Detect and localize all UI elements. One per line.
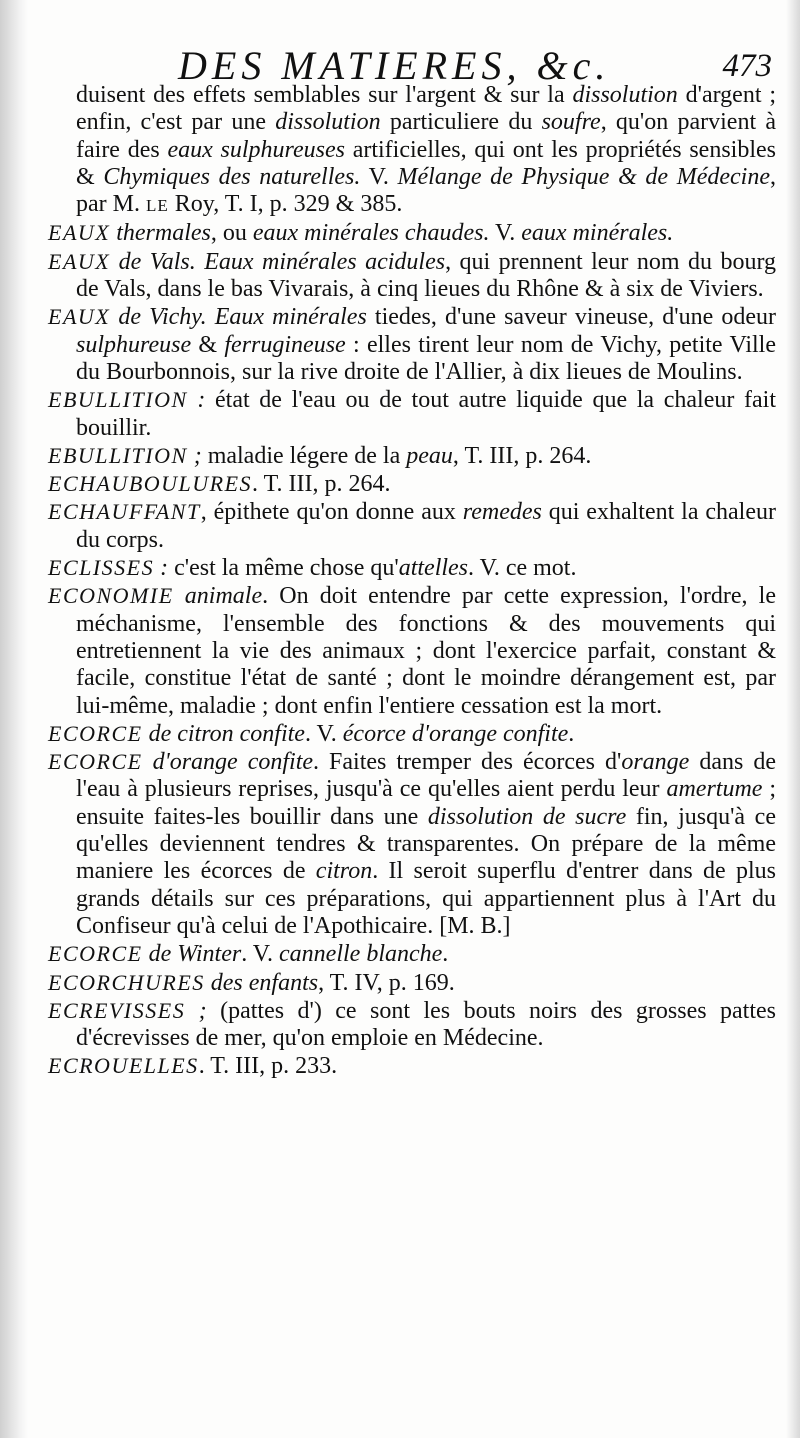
entry-text: fin, jusqu'à ce qu'elles deviennent tendres & transparentes. On prépare de la même maniere les écorces de — [76, 803, 776, 885]
entry-text: Roy, T. I, p. 329 & 385. — [168, 191, 403, 218]
index-entry — [48, 470, 776, 498]
entry-headword: ECONOMIE — [48, 583, 174, 609]
entry-text: , par M. — [76, 163, 776, 218]
index-entry — [48, 219, 776, 247]
entry-text: V. — [489, 220, 522, 247]
italic-text: dissolution de sucre — [427, 803, 627, 830]
entry-headword: ECROUELLES — [48, 1053, 199, 1079]
italic-text: d'orange confite — [142, 749, 314, 776]
entry-text: , T. III, p. 264. — [452, 442, 592, 469]
entry-text: c'est la même chose qu' — [168, 555, 399, 582]
italic-text: : — [187, 387, 206, 414]
index-entry — [48, 582, 776, 719]
index-entry — [48, 1052, 776, 1080]
index-entry — [48, 386, 776, 442]
entry-text: (pattes d') ce sont les bouts noirs des grosses pattes d'écrevisses de mer, qu'on emploie en Médecine. — [76, 997, 776, 1052]
entry-text: duisent des effets semblables sur l'argent & sur la — [76, 82, 573, 108]
entry-text: dans de l'eau à plusieurs reprises, jusqu'à ce qu'elles aient perdu leur — [76, 749, 776, 803]
italic-text: Chymiques des naturelles. — [103, 163, 361, 190]
entry-text: , T. IV, p. 169. — [318, 969, 455, 996]
entry-text: tiedes, d'une saveur vineuse, d'une odeur — [366, 304, 776, 331]
italic-text: de Vals. Eaux minérales acidules — [110, 248, 446, 275]
italic-text: animale — [173, 583, 263, 610]
index-entries — [48, 82, 776, 1081]
page-edge-shadow — [786, 0, 800, 1438]
entry-text: V. — [360, 163, 398, 190]
entry-text: . — [442, 941, 449, 968]
italic-text: peau — [406, 442, 453, 469]
entry-text: & — [191, 331, 225, 358]
italic-text: de Vichy. Eaux minérales — [110, 304, 367, 331]
italic-text: soufre — [541, 109, 601, 136]
entry-headword: ECORCHURES — [48, 969, 205, 995]
entry-headword: ECORCE — [48, 749, 143, 775]
entry-headword: ECORCE — [48, 941, 143, 967]
entry-headword: ECHAUBOULURES — [48, 471, 253, 497]
entry-text: . T. III, p. 233. — [198, 1053, 338, 1080]
italic-text: des enfants — [204, 969, 319, 996]
entry-headword: ECHAUFFANT — [48, 499, 201, 525]
entry-text: état de l'eau ou de tout autre liquide que la chaleur fait bouillir. — [76, 387, 776, 441]
entry-text: particuliere du — [380, 109, 542, 136]
italic-text: eaux sulphureuses — [167, 136, 345, 163]
binding-shadow — [0, 0, 28, 1438]
running-head-title: DES MATIERES, &c. — [178, 43, 611, 88]
entry-headword: EAUX — [48, 304, 111, 330]
entry-headword: ECLISSES — [48, 555, 155, 581]
italic-text: écorce d'orange confite — [342, 720, 569, 747]
entry-text: . — [568, 720, 575, 747]
entry-text: . V. — [241, 941, 280, 968]
index-entry — [48, 720, 776, 748]
entry-text: , ou — [210, 220, 253, 247]
italic-text: sulphureuse — [76, 331, 192, 358]
italic-text: attelles — [398, 555, 469, 582]
page-number: 473 — [722, 48, 772, 84]
italic-text: Mélange de Physique & de Médecine — [397, 163, 770, 190]
index-entry — [48, 997, 776, 1053]
index-entry — [48, 554, 776, 582]
entry-text: maladie légere de la — [201, 442, 407, 469]
italic-text: eaux minérales chaudes. — [252, 220, 490, 247]
entry-text: , qui prennent leur nom du bourg de Vals, dans le bas Vivarais, à cinq lieues du Rhône & à six de Viviers. — [76, 248, 777, 303]
index-entry — [48, 748, 776, 940]
entry-text: . V. — [304, 720, 343, 747]
italic-text: orange — [621, 749, 690, 776]
index-entry-continuation — [48, 82, 776, 219]
entry-text: . Il seroit superflu d'entrer dans de plus grands détails sur ces préparations, qui appartiennent plus à l'Art du Confiseur qu'à celui de l'Apothicaire. [M. B.] — [76, 858, 776, 939]
entry-text: qui exhaltent la chaleur du corps. — [76, 499, 776, 553]
entry-text: ; ensuite faites-les bouillir dans une — [76, 776, 777, 830]
index-entry — [48, 248, 776, 304]
italic-text: : — [154, 555, 169, 582]
entry-text: . Faites tremper des écorces d' — [313, 749, 622, 776]
index-entry — [48, 303, 776, 386]
italic-text: cannelle blanche — [279, 941, 443, 968]
italic-text: thermales — [110, 220, 211, 247]
entry-text: . T. III, p. 264. — [252, 471, 391, 498]
entry-headword: EBULLITION — [48, 442, 188, 468]
entry-text: . On doit entendre par cette expression, l'ordre, le méchanisme, l'ensemble des fonctions & des mouvements qui entretiennent la vie des animaux ; dont l'exercice parfait, constant & facile, constitue l'état de santé ; dont le moindre dérangement est, par lui-même, maladie ; dont enfin l'entiere cessation est la mort. — [76, 583, 776, 719]
entry-headword: ECREVISSES — [48, 997, 186, 1023]
italic-text: ferrugineuse — [224, 331, 346, 358]
italic-text: de citron confite — [142, 720, 305, 747]
small-caps-text: LE — [145, 196, 169, 216]
entry-text: . V. ce mot. — [468, 555, 577, 582]
index-entry — [48, 969, 776, 997]
entry-text: : elles tirent leur nom de Vichy, petite Ville du Bourbonnois, sur la rive droite de l'Allier, à dix lieues de Moulins. — [76, 331, 776, 385]
italic-text: eaux minérales. — [521, 220, 674, 247]
index-entry — [48, 498, 776, 554]
index-entry — [48, 442, 776, 470]
italic-text: citron — [315, 858, 373, 885]
italic-text: dissolution — [275, 109, 381, 136]
entry-text: , épithete qu'on donne aux — [200, 499, 463, 526]
entry-headword: EBULLITION — [48, 387, 188, 413]
italic-text: dissolution — [572, 82, 678, 108]
italic-text: amertume — [666, 776, 763, 803]
entry-headword: ECORCE — [48, 720, 143, 746]
italic-text: ; — [187, 442, 202, 469]
entry-headword: EAUX — [48, 220, 111, 246]
italic-text: ; — [185, 997, 207, 1024]
italic-text: de Winter — [142, 941, 242, 968]
entry-text: d'argent ; enfin, c'est par une — [76, 82, 776, 136]
entry-headword: EAUX — [48, 248, 111, 274]
entry-text: , qu'on parvient à faire des — [76, 109, 777, 163]
index-entry — [48, 940, 776, 968]
entry-text: artificielles, qui ont les propriétés sensibles & — [76, 136, 777, 190]
italic-text: remedes — [462, 499, 542, 526]
